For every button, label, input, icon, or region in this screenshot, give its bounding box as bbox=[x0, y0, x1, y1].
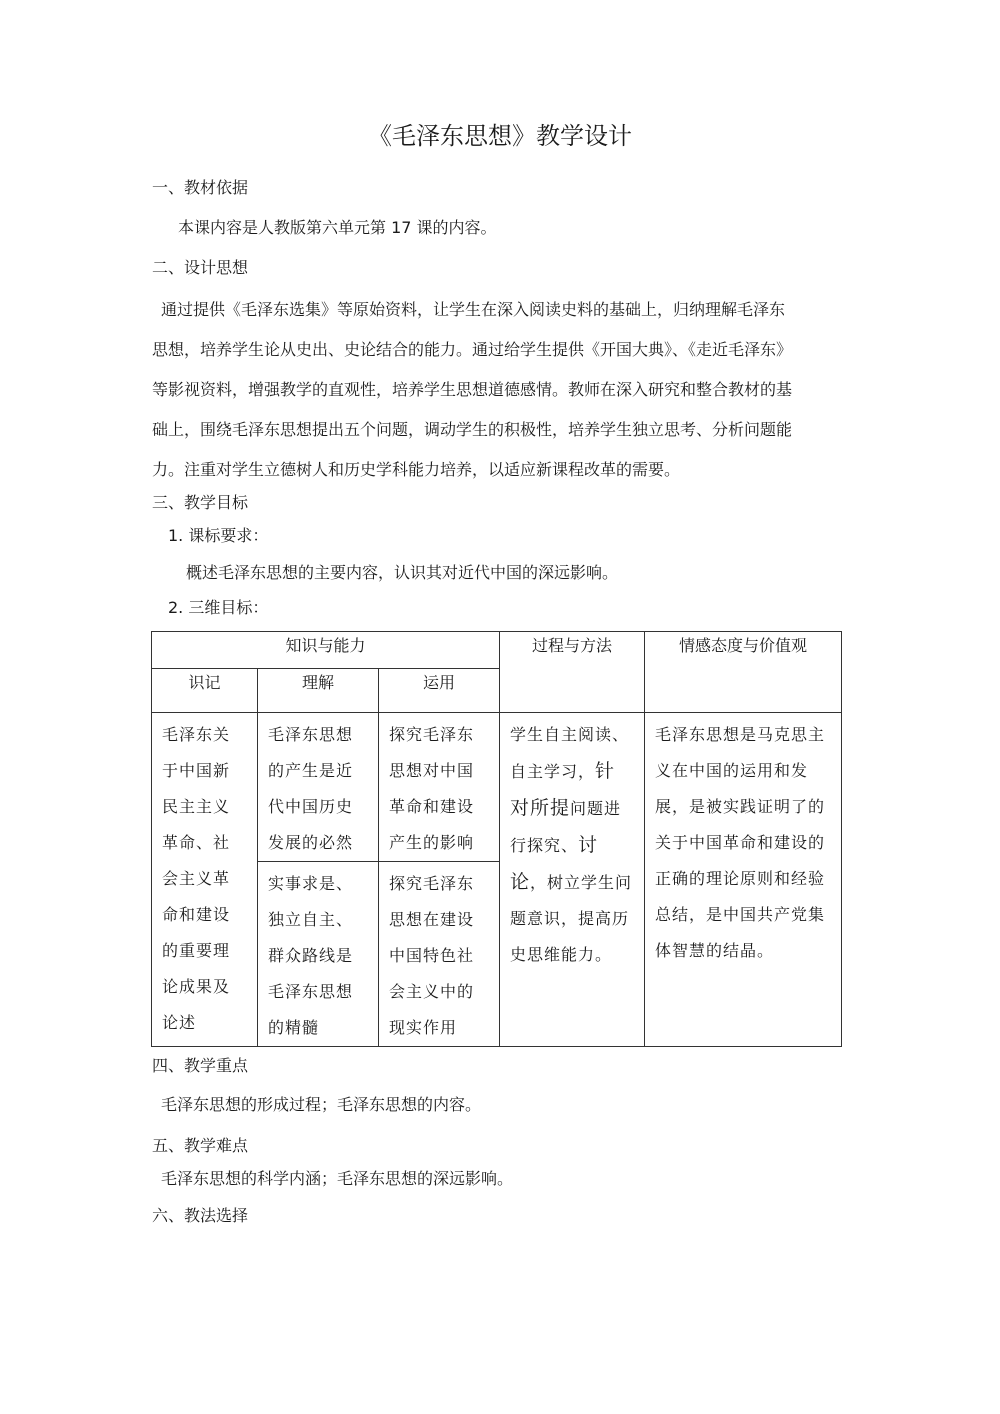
text-run: 自主学习， bbox=[510, 762, 596, 781]
text-run: 问题进 bbox=[570, 799, 622, 818]
three-dimension-goals-table bbox=[151, 631, 842, 1047]
cell-line: 的精髓 bbox=[268, 1018, 320, 1037]
cell-line: 关于中国革命和建设的 bbox=[655, 833, 826, 852]
paragraph-line: 通过提供《毛泽东选集》等原始资料，让学生在深入阅读史料的基础上，归纳理解毛泽东 bbox=[161, 300, 786, 319]
header-apply: 运用 bbox=[379, 669, 500, 713]
cell-line: 会主义中的 bbox=[389, 982, 475, 1001]
cell-line: 革命和建设 bbox=[389, 797, 475, 816]
section-6-heading: 六、教法选择 bbox=[152, 1206, 249, 1225]
cell-line: 代中国历史 bbox=[268, 797, 354, 816]
section-5-heading: 五、教学难点 bbox=[152, 1136, 249, 1155]
paragraph-line: 等影视资料，增强教学的直观性，培养学生思想道德感情。教师在深入研究和整合教材的基 bbox=[152, 380, 793, 399]
cell-line bbox=[510, 790, 644, 827]
cell-line bbox=[510, 864, 644, 901]
section-2-heading: 二、设计思想 bbox=[152, 258, 249, 277]
paragraph-line: 力。注重对学生立德树人和历史学科能力培养，以适应新课程改革的需要。 bbox=[152, 460, 681, 479]
cell-apply-a bbox=[379, 713, 500, 862]
subsection-1-text: 概述毛泽东思想的主要内容，认识其对近代中国的深远影响。 bbox=[186, 563, 619, 582]
section-4-text: 毛泽东思想的形成过程；毛泽东思想的内容。 bbox=[161, 1095, 482, 1114]
paragraph-line: 思想，培养学生论从史出、史论结合的能力。通过给学生提供《开国大典》、《走近毛泽东》 bbox=[152, 340, 793, 359]
cell-line: 独立自主、 bbox=[268, 910, 354, 929]
cell-line: 命和建设 bbox=[162, 905, 231, 924]
cell-line: 革命、社 bbox=[162, 833, 231, 852]
section-4-heading: 四、教学重点 bbox=[152, 1056, 249, 1075]
section-5-text: 毛泽东思想的科学内涵；毛泽东思想的深远影响。 bbox=[161, 1169, 514, 1188]
cell-line: 会主义革 bbox=[162, 869, 231, 888]
cell-line: 产生的影响 bbox=[389, 833, 475, 852]
cell-line: 题意识，提高历 bbox=[510, 909, 630, 928]
cell-apply-b bbox=[379, 862, 500, 1047]
cell-line: 思想对中国 bbox=[389, 761, 475, 780]
header-process-method: 过程与方法 bbox=[500, 632, 645, 713]
cell-line: 探究毛泽东 bbox=[389, 725, 475, 744]
cell-line bbox=[510, 753, 644, 790]
cell-line: 毛泽东思想 bbox=[268, 725, 354, 744]
cell-line: 现实作用 bbox=[389, 1018, 458, 1037]
document-title: 《毛泽东思想》教学设计 bbox=[368, 122, 632, 150]
cell-line: 义在中国的运用和发 bbox=[655, 761, 809, 780]
section-3-heading: 三、教学目标 bbox=[152, 493, 249, 512]
cell-line: 群众路线是 bbox=[268, 946, 354, 965]
cell-line: 论述 bbox=[162, 1013, 197, 1032]
cell-emotion bbox=[645, 713, 842, 1047]
cell-line: 探究毛泽东 bbox=[389, 874, 475, 893]
cell-line: 实事求是、 bbox=[268, 874, 354, 893]
cell-line: 总结，是中国共产党集 bbox=[655, 905, 826, 924]
cell-line: 的重要理 bbox=[162, 941, 231, 960]
cell-line: 民主主义 bbox=[162, 797, 231, 816]
header-understand: 理解 bbox=[258, 669, 379, 713]
cell-line: 毛泽东思想 bbox=[268, 982, 354, 1001]
header-knowledge-ability: 知识与能力 bbox=[152, 632, 500, 669]
cell-line: 毛泽东关 bbox=[162, 725, 231, 744]
cell-line: 论成果及 bbox=[162, 977, 231, 996]
section-1-text: 本课内容是人教版第六单元第 17 课的内容。 bbox=[178, 218, 497, 237]
cell-line: 学生自主阅读、 bbox=[510, 725, 630, 744]
cell-line: 正确的理论原则和经验 bbox=[655, 869, 826, 888]
text-run: 讨 bbox=[578, 834, 599, 856]
cell-line: 于中国新 bbox=[162, 761, 231, 780]
text-run: 论 bbox=[510, 871, 531, 893]
cell-remember bbox=[152, 713, 258, 1047]
cell-line: 展，是被实践证明了的 bbox=[655, 797, 826, 816]
header-emotion-values: 情感态度与价值观 bbox=[645, 632, 842, 713]
subsection-1-heading: 1. 课标要求： bbox=[168, 526, 269, 545]
paragraph-line: 础上，围绕毛泽东思想提出五个问题，调动学生的积极性，培养学生独立思考、分析问题能 bbox=[152, 420, 793, 439]
cell-understand-a bbox=[258, 713, 379, 862]
cell-line: 思想在建设 bbox=[389, 910, 475, 929]
cell-process bbox=[500, 713, 645, 1047]
subsection-2-heading: 2. 三维目标： bbox=[168, 598, 269, 617]
text-run: 针 bbox=[595, 760, 616, 782]
text-run: ，树立学生问 bbox=[530, 873, 633, 892]
text-run: 行探究、 bbox=[510, 836, 579, 855]
cell-line bbox=[510, 827, 644, 864]
cell-line: 史思维能力。 bbox=[510, 945, 613, 964]
section-1-heading: 一、教材依据 bbox=[152, 178, 249, 197]
cell-understand-b bbox=[258, 862, 379, 1047]
cell-line: 的产生是近 bbox=[268, 761, 354, 780]
cell-line: 发展的必然 bbox=[268, 833, 354, 852]
text-run: 对所提 bbox=[510, 797, 571, 819]
section-2-paragraph bbox=[152, 290, 852, 490]
cell-line: 体智慧的结晶。 bbox=[655, 941, 775, 960]
cell-line: 中国特色社 bbox=[389, 946, 475, 965]
header-remember: 识记 bbox=[152, 669, 258, 713]
cell-line: 毛泽东思想是马克思主 bbox=[655, 725, 826, 744]
